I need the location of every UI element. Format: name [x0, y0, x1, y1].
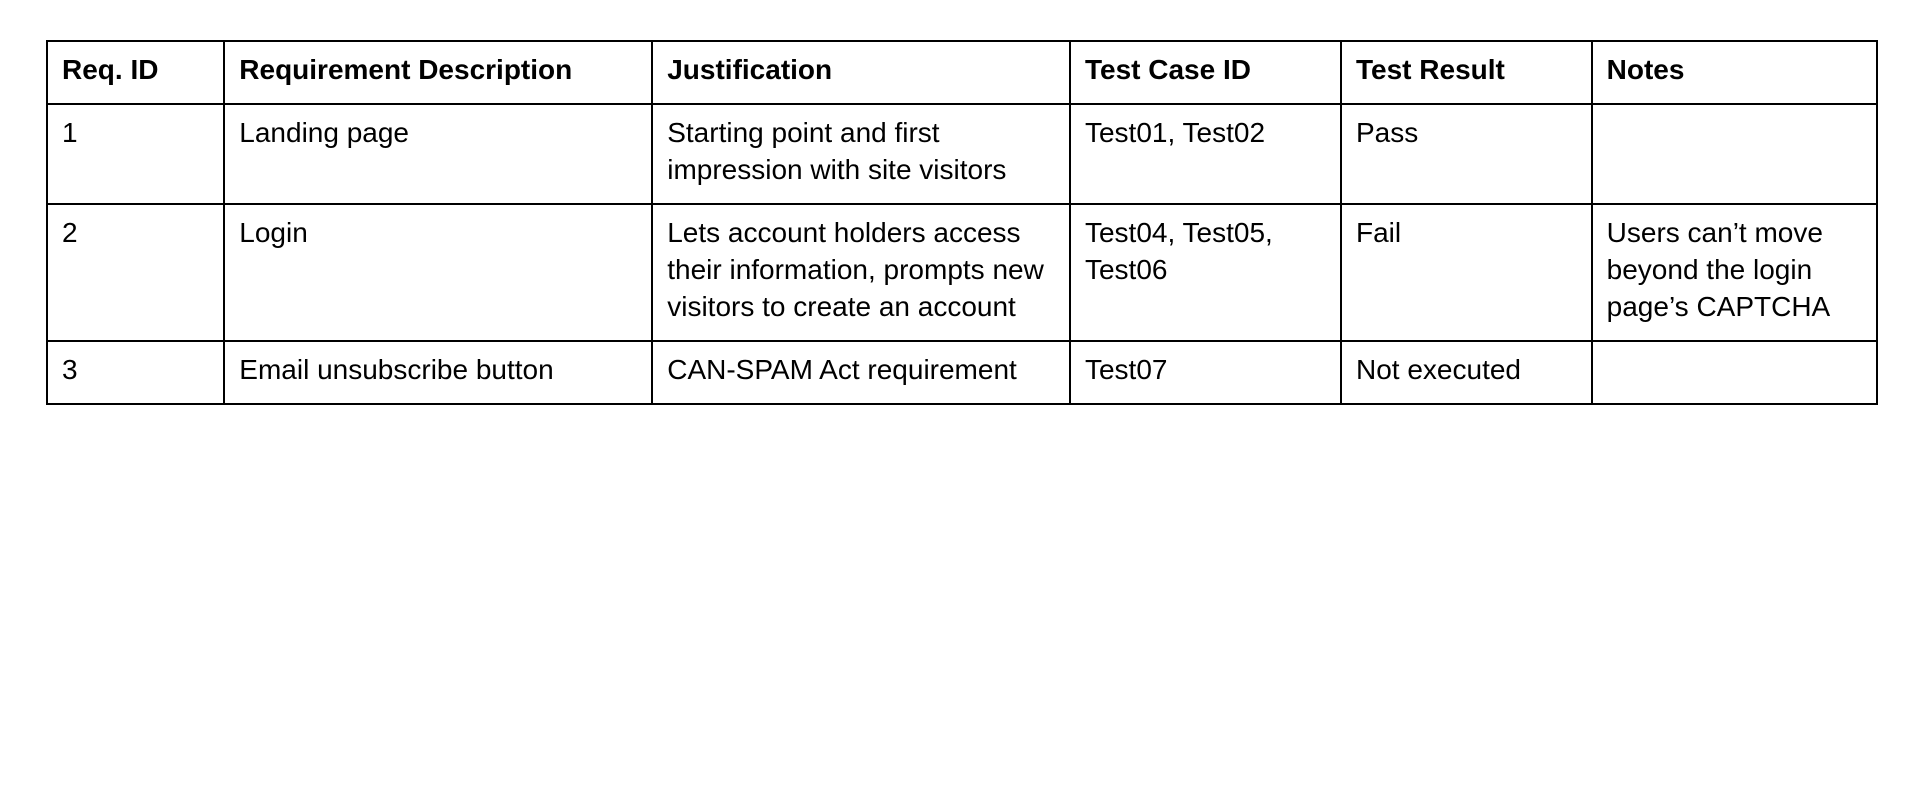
table-row — [47, 204, 1877, 341]
cell-requirement-description: Landing page — [224, 104, 652, 204]
cell-justification: CAN-SPAM Act requirement — [652, 341, 1070, 404]
cell-test-result: Pass — [1341, 104, 1592, 204]
column-header-req-id: Req. ID — [47, 41, 224, 104]
requirements-traceability-table — [46, 40, 1878, 405]
cell-notes — [1592, 104, 1877, 204]
cell-requirement-description: Email unsubscribe button — [224, 341, 652, 404]
cell-req-id: 3 — [47, 341, 224, 404]
column-header-test-case-id: Test Case ID — [1070, 41, 1341, 104]
cell-test-case-id: Test07 — [1070, 341, 1341, 404]
table-row — [47, 104, 1877, 204]
table-row — [47, 341, 1877, 404]
column-header-test-result: Test Result — [1341, 41, 1592, 104]
cell-test-case-id: Test04, Test05, Test06 — [1070, 204, 1341, 341]
cell-notes: Users can’t move beyond the login page’s CAPTCHA — [1592, 204, 1877, 341]
cell-req-id: 1 — [47, 104, 224, 204]
cell-req-id: 2 — [47, 204, 224, 341]
cell-test-result: Fail — [1341, 204, 1592, 341]
column-header-justification: Justification — [652, 41, 1070, 104]
cell-test-result: Not executed — [1341, 341, 1592, 404]
cell-test-case-id: Test01, Test02 — [1070, 104, 1341, 204]
cell-justification: Starting point and first impression with site visitors — [652, 104, 1070, 204]
column-header-notes: Notes — [1592, 41, 1877, 104]
cell-notes — [1592, 341, 1877, 404]
cell-justification: Lets account holders access their information, prompts new visitors to create an account — [652, 204, 1070, 341]
column-header-requirement-description: Requirement Description — [224, 41, 652, 104]
cell-requirement-description: Login — [224, 204, 652, 341]
table-header-row — [47, 41, 1877, 104]
